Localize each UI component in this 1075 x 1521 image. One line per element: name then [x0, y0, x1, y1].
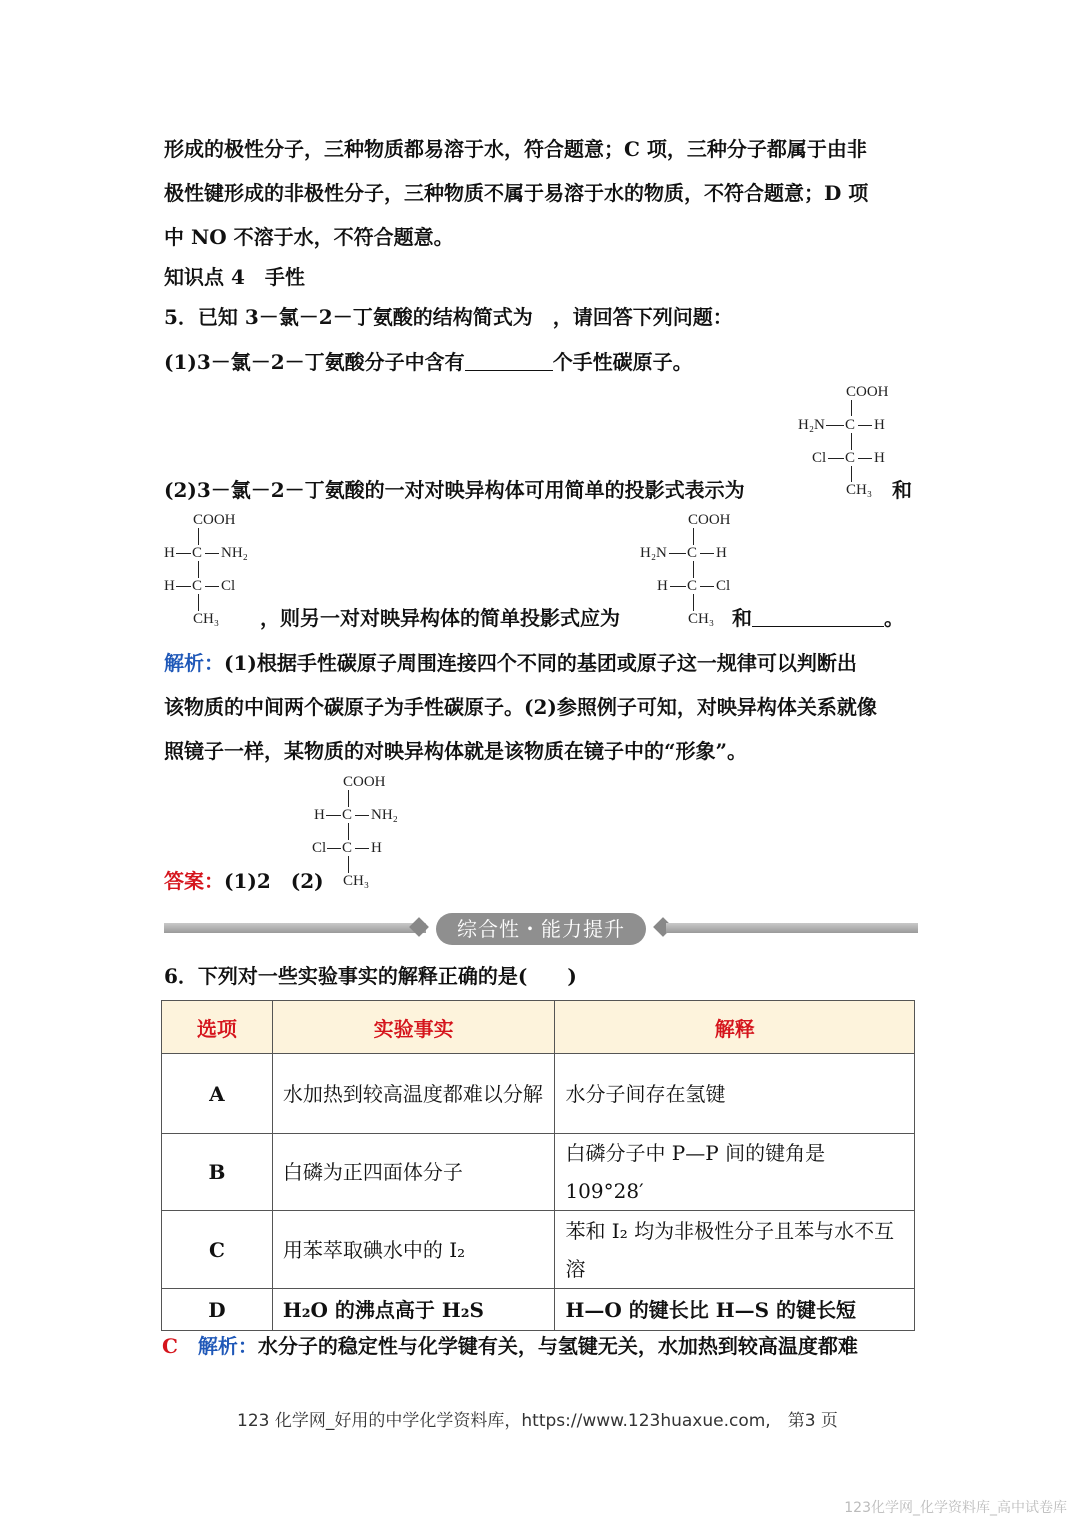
- molecule-structure-answer: COOH H C NH₂ Cl C H CH₃: [312, 774, 398, 889]
- q6-stem: 6．下列对一些实验事实的解释正确的是( ): [164, 964, 577, 988]
- q5-part2: (2)3－氯－2－丁氨酸的一对对映异构体可用简单的投影式表示为: [164, 478, 745, 502]
- molecule-structure-2: COOH H C NH₂ H C Cl CH₃: [164, 512, 248, 627]
- option-letter: A: [162, 1054, 273, 1134]
- option-letter: D: [162, 1289, 273, 1331]
- q6-analysis-label: 解析：: [197, 1334, 258, 1358]
- option-explanation: 苯和 I₂ 均为非极性分子且苯与水不互溶: [555, 1211, 915, 1289]
- option-fact: H₂O 的沸点高于 H₂S: [272, 1289, 555, 1331]
- table-row: [162, 1054, 915, 1134]
- q5-analysis-label: 解析：: [164, 651, 224, 675]
- table-row: [162, 1289, 915, 1331]
- answer-blank-1[interactable]: [465, 350, 553, 371]
- banner-bar-right: [666, 923, 918, 933]
- option-explanation: 水分子间存在氢键: [555, 1054, 915, 1134]
- molecule-structure-3: COOH H₂N C H H C Cl CH₃: [640, 512, 731, 627]
- options-table: [161, 1000, 915, 1331]
- option-letter: B: [162, 1134, 273, 1211]
- option-fact: 用苯萃取碘水中的 I₂: [272, 1211, 555, 1289]
- page-footer: 123 化学网_好用的中学化学资料库，https://www.123huaxue.com, 第3 页: [237, 1411, 838, 1431]
- answer-blank-2[interactable]: [752, 606, 884, 627]
- q5-analysis-line-2: 该物质的中间两个碳原子为手性碳原子。(2)参照例子可知，对映异构体关系就像: [164, 695, 877, 719]
- molecule-structure-1: COOH H₂N C H Cl C H CH₃: [798, 384, 889, 498]
- q6-answer-letter: C: [162, 1334, 178, 1358]
- table-row: [162, 1211, 915, 1289]
- q5-part2-text2: ，则另一对对映异构体的简单投影式应为: [260, 606, 620, 630]
- q5-and-1: 和: [892, 478, 912, 502]
- table-row: [162, 1134, 915, 1211]
- q5-answer: [164, 869, 324, 893]
- q6-analysis-text: 水分子的稳定性与化学键有关，与氢键无关，水加热到较高温度都难: [257, 1334, 858, 1358]
- header-option: 选项: [162, 1001, 273, 1054]
- banner-diamond-left: [409, 917, 429, 937]
- intro-line-3: 中 NO 不溶于水，不符合题意。: [164, 225, 454, 249]
- section-title: 知识点 4 手性: [164, 265, 305, 289]
- q6-analysis: [162, 1334, 858, 1358]
- header-fact: 实验事实: [272, 1001, 555, 1054]
- q5-answer-text: (1)2 (2): [224, 869, 324, 893]
- intro-line-1: 形成的极性分子，三种物质都易溶于水，符合题意；C 项，三种分子都属于由非: [164, 137, 867, 161]
- q5-answer-label: 答案：: [164, 869, 224, 893]
- watermark: 123化学网_化学资料库_高中试卷库: [844, 1500, 1067, 1516]
- q5-analysis-text-1: (1)根据手性碳原子周围连接四个不同的基团或原子这一规律可以判断出: [224, 651, 857, 675]
- option-explanation: 白磷分子中 P—P 间的键角是 109°28′: [555, 1134, 915, 1211]
- q5-part1-before: (1)3－氯－2－丁氨酸分子中含有: [164, 350, 465, 374]
- q5-and-2: 和: [732, 606, 752, 630]
- q5-part2-tail: [732, 606, 904, 630]
- q5-analysis-line-1: [164, 651, 857, 675]
- q5-part1: [164, 350, 693, 374]
- q5-part1-after: 个手性碳原子。: [552, 350, 693, 374]
- q5-end-mark: 。: [884, 606, 904, 630]
- q5-stem: 5．已知 3－氯－2－丁氨酸的结构简式为 ，请回答下列问题：: [164, 305, 733, 329]
- section-banner: 综合性・能力提升: [436, 913, 646, 945]
- option-letter: C: [162, 1211, 273, 1289]
- intro-line-2: 极性键形成的非极性分子，三种物质不属于易溶于水的物质，不符合题意；D 项: [164, 181, 869, 205]
- header-explanation: 解释: [555, 1001, 915, 1054]
- q5-analysis-line-3: 照镜子一样，某物质的对映异构体就是该物质在镜子中的“形象”。: [164, 739, 748, 763]
- banner-bar-left: [164, 923, 426, 933]
- option-fact: 白磷为正四面体分子: [272, 1134, 555, 1211]
- table-header-row: [162, 1001, 915, 1054]
- option-explanation: H—O 的键长比 H—S 的键长短: [555, 1289, 915, 1331]
- option-fact: 水加热到较高温度都难以分解: [272, 1054, 555, 1134]
